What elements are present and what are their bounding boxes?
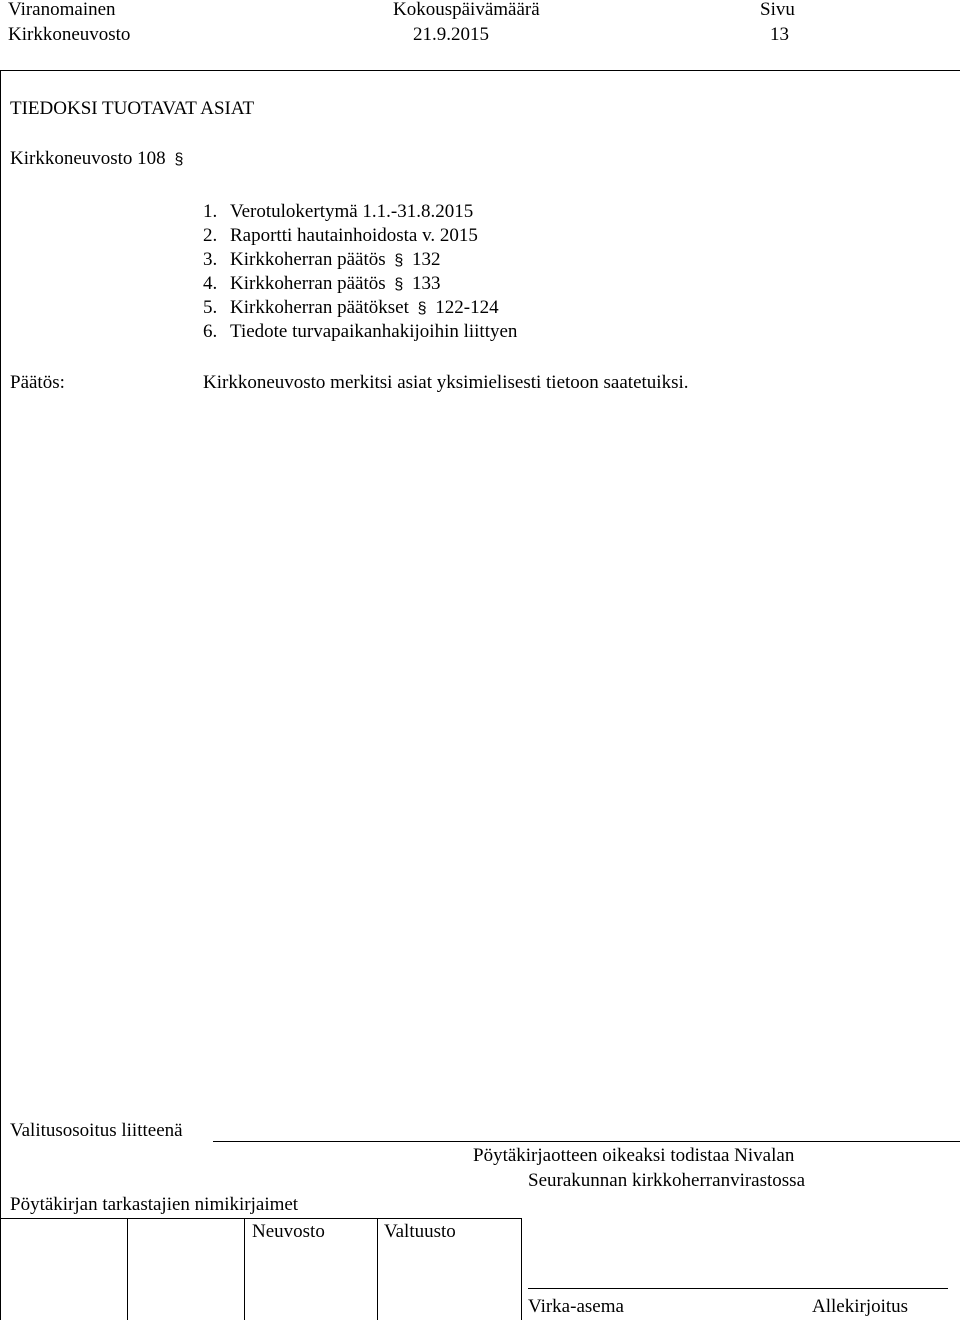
section-reference-text: Kirkkoneuvosto 108 (10, 148, 166, 169)
authority-value: Kirkkoneuvosto (8, 24, 131, 45)
list-item-number: 4. (203, 273, 218, 294)
meeting-date-label: Kokouspäivämäärä (393, 0, 540, 20)
page-label: Sivu (760, 0, 795, 20)
list-item-suffix: 132 (412, 249, 441, 270)
list-item-suffix: 133 (412, 273, 441, 294)
initials-table-divider (127, 1218, 128, 1320)
section-reference (10, 149, 183, 168)
appeal-note: Valitusosoitus liitteenä (10, 1120, 183, 1141)
meeting-date-value: 21.9.2015 (413, 24, 489, 45)
initials-label: Pöytäkirjan tarkastajien nimikirjaimet (10, 1194, 299, 1215)
list-item-text: Kirkkoherran päätös (230, 273, 386, 294)
authority-label: Viranomainen (8, 0, 116, 20)
certification-line-2: Seurakunnan kirkkoherranvirastossa (528, 1170, 806, 1191)
section-symbol: § (174, 151, 184, 168)
list-item-text: Tiedote turvapaikanhakijoihin liittyen (230, 321, 518, 342)
list-item-number: 3. (203, 249, 218, 270)
position-label: Virka-asema (528, 1296, 624, 1317)
signature-label: Allekirjoitus (812, 1296, 909, 1317)
frame-left-line (0, 70, 1, 1320)
assembly-column-header: Valtuusto (384, 1221, 456, 1242)
list-item-number: 2. (203, 225, 218, 246)
list-item-suffix: 122-124 (435, 297, 499, 318)
signature-line (528, 1288, 948, 1289)
list-item (203, 298, 499, 317)
section-symbol: § (394, 252, 404, 269)
list-item-text: Verotulokertymä 1.1.-31.8.2015 (230, 201, 474, 222)
list-item-text: Raportti hautainhoidosta v. 2015 (230, 225, 478, 246)
frame-top-line (0, 70, 960, 71)
list-item-number: 5. (203, 297, 218, 318)
section-symbol: § (417, 300, 427, 317)
list-item (203, 202, 473, 221)
list-item (203, 226, 478, 245)
decision-text: Kirkkoneuvosto merkitsi asiat yksimielisesti tietoon saatetuiksi. (203, 372, 689, 393)
initials-table-top-line (0, 1218, 521, 1219)
initials-table-divider (244, 1218, 245, 1320)
list-item (203, 274, 441, 293)
list-item (203, 322, 517, 341)
council-column-header: Neuvosto (252, 1221, 325, 1242)
list-item (203, 250, 441, 269)
list-item-number: 1. (203, 201, 218, 222)
certification-line-1: Pöytäkirjaotteen oikeaksi todistaa Nivalan (473, 1145, 795, 1166)
initials-table-divider (377, 1218, 378, 1320)
page-number: 13 (770, 24, 789, 45)
list-item-number: 6. (203, 321, 218, 342)
list-item-text: Kirkkoherran päätökset (230, 297, 409, 318)
page-title: TIEDOKSI TUOTAVAT ASIAT (10, 98, 255, 119)
footer-separator-line (213, 1141, 960, 1142)
section-symbol: § (394, 276, 404, 293)
decision-label: Päätös: (10, 372, 65, 393)
list-item-text: Kirkkoherran päätös (230, 249, 386, 270)
initials-table-divider (521, 1218, 522, 1320)
